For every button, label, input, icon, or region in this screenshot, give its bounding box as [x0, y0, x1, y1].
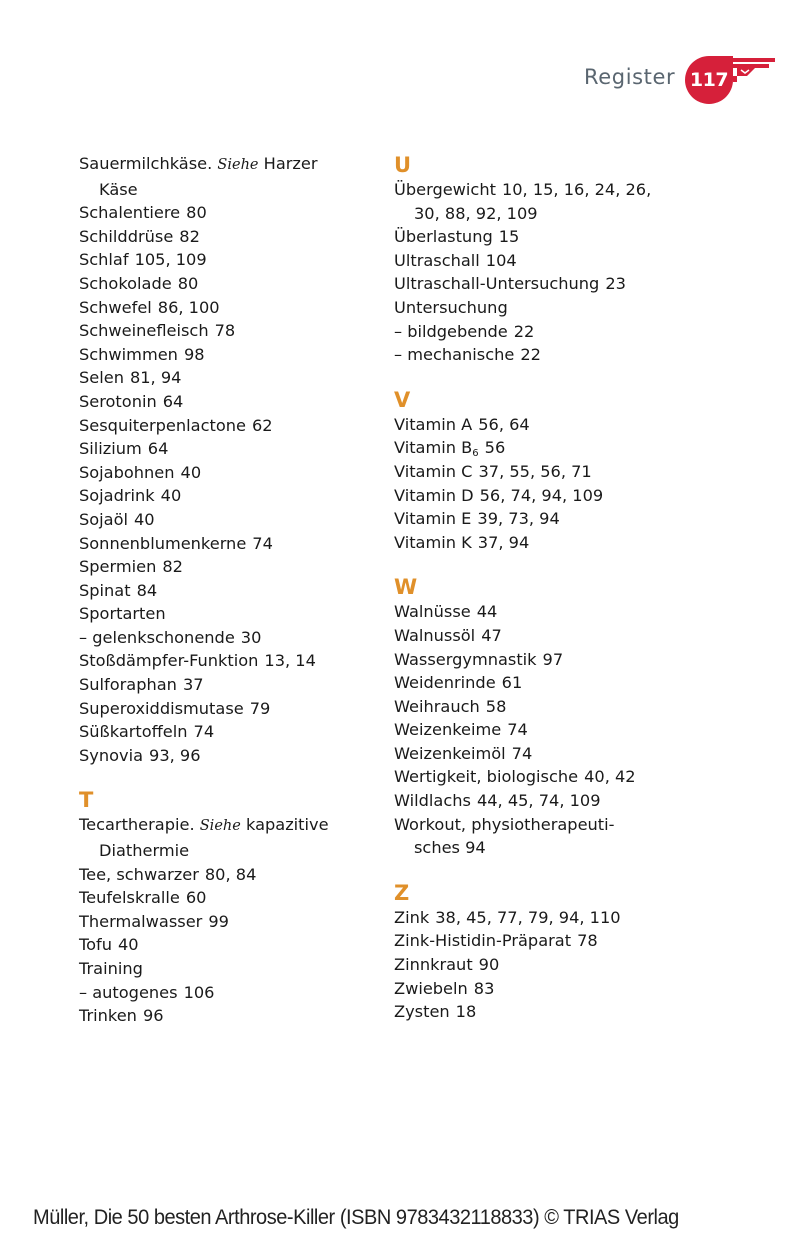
- index-entry: Vitamin $B_6$ 56: [394, 438, 506, 460]
- index-entry: Überlastung 15: [394, 227, 520, 247]
- index-entry: Untersuchung: [394, 297, 508, 317]
- index-entry: Zink-Histidin-Präparat 78: [394, 931, 598, 951]
- index-entry: Vitamin D 56, 74, 94, 109: [394, 485, 604, 505]
- copyright-footer: Müller, Die 50 besten Arthrose-Killer (ISBN 9783432118833) © TRIAS Verlag: [33, 1205, 679, 1229]
- index-entry: Silizium 64: [79, 439, 169, 459]
- index-entry: Ultraschall 104: [394, 250, 517, 270]
- index-entry: Vitamin K 37, 94: [394, 532, 530, 552]
- index-entry: Spinat 84: [79, 580, 158, 600]
- index-entry: Sojaöl 40: [79, 509, 155, 529]
- page-header: [0, 52, 788, 108]
- index-entry: Wassergymnastik 97: [394, 649, 564, 669]
- index-entry: Tecartherapie. Siehe kapazitive Diathermie: [79, 815, 329, 861]
- index-entry: Schwimmen 98: [79, 344, 205, 364]
- index-entry: Walnussöl 47: [394, 625, 502, 645]
- index-entry: Tofu 40: [79, 935, 139, 955]
- index-entry: Vitamin C 37, 55, 56, 71: [394, 461, 592, 481]
- index-entry: Training: [79, 959, 143, 978]
- index-entry: Stoßdämpfer-Funktion 13, 14: [79, 651, 316, 671]
- index-entry: Sonnenblumenkerne 74: [79, 533, 273, 553]
- section-letter-t: T: [79, 788, 94, 813]
- index-entry: Synovia 93, 96: [79, 745, 201, 765]
- index-entry: Weizenkeime 74: [394, 720, 528, 740]
- index-entry: Spermien 82: [79, 557, 183, 577]
- section-letter-w: W: [394, 575, 418, 600]
- index-entry: Zysten 18: [394, 1002, 477, 1022]
- page-number: 117: [689, 69, 729, 91]
- index-entry: Vitamin E 39, 73, 94: [394, 509, 560, 529]
- index-column-right: [394, 152, 704, 1024]
- running-head-title: Register: [584, 65, 676, 89]
- index-entry: Wildlachs 44, 45, 74, 109: [394, 791, 601, 811]
- index-column-left: [79, 152, 389, 1028]
- index-entry: Vitamin A 56, 64: [394, 414, 530, 434]
- index-entry: Sojadrink 40: [79, 486, 182, 506]
- index-subentry: – gelenkschonende 30: [79, 627, 262, 647]
- index-entry: Schalentiere 80: [79, 203, 207, 223]
- index-subentry: – bildgebende 22: [394, 321, 535, 341]
- index-entry: Zink 38, 45, 77, 79, 94, 110: [394, 907, 621, 927]
- section-letter-v: V: [394, 387, 411, 412]
- index-entry: Trinken 96: [79, 1006, 164, 1026]
- section-letter-z: Z: [394, 880, 410, 905]
- section-letter-u: U: [394, 153, 412, 177]
- see-reference: Siehe: [199, 818, 241, 835]
- index-entry: Zwiebeln 83: [394, 978, 495, 998]
- see-reference: Siehe: [217, 157, 259, 173]
- index-subentry: – autogenes 106: [79, 982, 215, 1002]
- index-entry: Schwefel 86, 100: [79, 297, 220, 317]
- index-entry: Schweinefleisch 78: [79, 321, 236, 341]
- index-entry: Weidenrinde 61: [394, 673, 523, 693]
- index-entry: Süßkartoffeln 74: [79, 722, 215, 742]
- index-entry: Weizenkeimöl 74: [394, 743, 533, 763]
- pointing-hand-icon: [733, 56, 779, 82]
- index-subentry: – mechanische 22: [394, 345, 541, 365]
- index-entry: Thermalwasser 99: [79, 911, 229, 931]
- index-entry: Superoxiddismutase 79: [79, 698, 271, 718]
- page-number-badge: [685, 56, 733, 104]
- index-entry: Sauermilchkäse. Siehe Harzer Käse: [79, 154, 318, 199]
- index-entry: Teufelskralle 60: [79, 888, 207, 908]
- index-entry: Tee, schwarzer 80, 84: [79, 864, 257, 884]
- index-entry: Schokolade 80: [79, 273, 199, 293]
- index-entry: Selen 81, 94: [79, 368, 182, 388]
- index-entry: Schilddrüse 82: [79, 226, 200, 246]
- index-entry: Wertigkeit, biologische 40, 42: [394, 767, 636, 787]
- index-entry: Sportarten: [79, 604, 166, 624]
- index-entry: Ultraschall-Untersuchung 23: [394, 274, 626, 294]
- index-entry: Walnüsse 44: [394, 602, 498, 622]
- index-entry: Sojabohnen 40: [79, 462, 202, 482]
- index-entry: Sesquiterpenlactone 62: [79, 415, 273, 435]
- index-entry: Schlaf 105, 109: [79, 250, 207, 270]
- index-entry: Workout, physiotherapeuti- sches 94: [394, 814, 615, 858]
- index-entry: Zinnkraut 90: [394, 955, 500, 975]
- index-entry: Sulforaphan 37: [79, 675, 204, 695]
- index-entry: Übergewicht 10, 15, 16, 24, 26, 30, 88, 92, 109: [394, 180, 652, 223]
- index-entry: Serotonin 64: [79, 391, 184, 411]
- index-entry: Weihrauch 58: [394, 696, 507, 716]
